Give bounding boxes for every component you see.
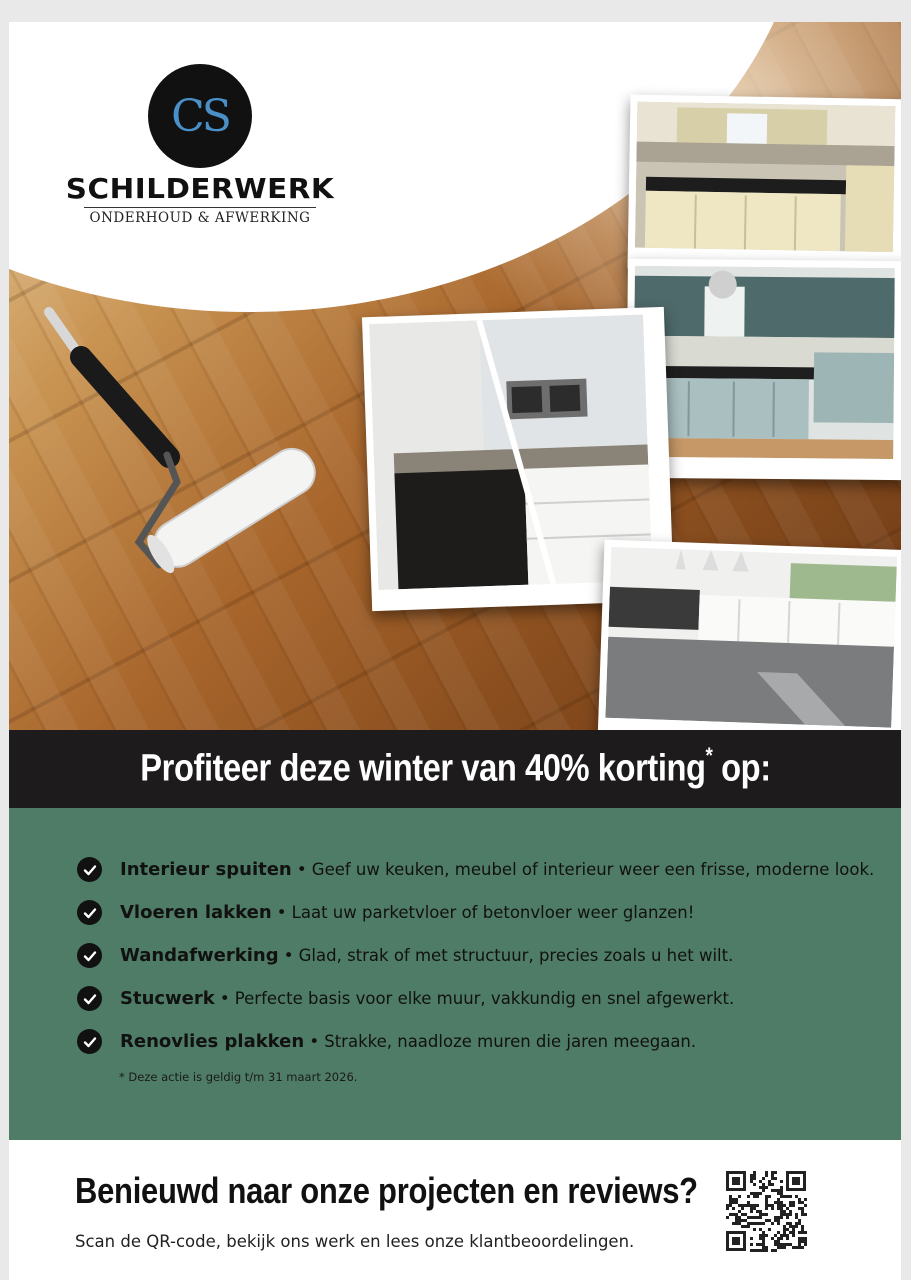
logo-monogram-badge: [148, 64, 252, 168]
qr-code-icon[interactable]: [725, 1170, 807, 1252]
flyer: [9, 22, 901, 1280]
check-circle-icon: [77, 857, 102, 882]
logo-tagline: ONDERHOUD & AFWERKING: [84, 207, 316, 226]
check-circle-icon: [77, 900, 102, 925]
service-title: Vloeren lakken: [120, 902, 272, 923]
promo-asterisk: *: [705, 743, 712, 769]
promo-headline: [139, 743, 771, 791]
service-description: Glad, strak of met structuur, precies zoals u het wilt.: [298, 946, 734, 965]
hero-image: [9, 22, 901, 730]
service-description: Laat uw parketvloer of betonvloer weer glanzen!: [291, 903, 695, 922]
service-separator: •: [283, 945, 294, 966]
check-circle-icon: [77, 943, 102, 968]
check-circle-icon: [77, 986, 102, 1011]
logo: [62, 64, 338, 226]
service-title: Renovlies plakken: [120, 1031, 305, 1052]
logo-monogram: CS: [171, 90, 229, 142]
services-section: [9, 808, 901, 1140]
service-title: Stucwerk: [120, 988, 215, 1009]
promo-banner: [9, 730, 901, 808]
service-item: [77, 977, 874, 1020]
service-title: Interieur spuiten: [120, 859, 292, 880]
service-item: [77, 934, 874, 977]
footer: [9, 1140, 901, 1280]
service-description: Perfecte basis voor elke muur, vakkundig en snel afgewerkt.: [234, 989, 735, 1008]
service-item: [77, 1020, 874, 1063]
logo-name: SCHILDERWERK: [65, 172, 335, 205]
kitchen-photo-1: [628, 95, 901, 274]
service-description: Strakke, naadloze muren die jaren meegaan.: [324, 1032, 697, 1051]
service-separator: •: [219, 988, 230, 1009]
footer-text: Scan de QR-code, bekijk ons werk en lees onze klantbeoordelingen.: [75, 1232, 635, 1251]
promo-headline-end: op:: [711, 747, 771, 790]
check-circle-icon: [77, 1029, 102, 1054]
disclaimer: * Deze actie is geldig t/m 31 maart 2026.: [119, 1070, 358, 1084]
service-item: [77, 848, 874, 891]
paint-roller-icon: [39, 307, 359, 607]
service-separator: •: [309, 1031, 320, 1052]
service-description: Geef uw keuken, meubel of interieur weer een frisse, moderne look.: [311, 860, 875, 879]
kitchen-photo-4: [598, 540, 901, 730]
service-separator: •: [296, 859, 307, 880]
service-separator: •: [276, 902, 287, 923]
footer-title: Benieuwd naar onze projecten en reviews?: [75, 1170, 698, 1211]
service-title: Wandafwerking: [120, 945, 279, 966]
services-list: [77, 848, 874, 1063]
service-item: [77, 891, 874, 934]
promo-headline-text: Profiteer deze winter van 40% korting: [139, 747, 706, 790]
